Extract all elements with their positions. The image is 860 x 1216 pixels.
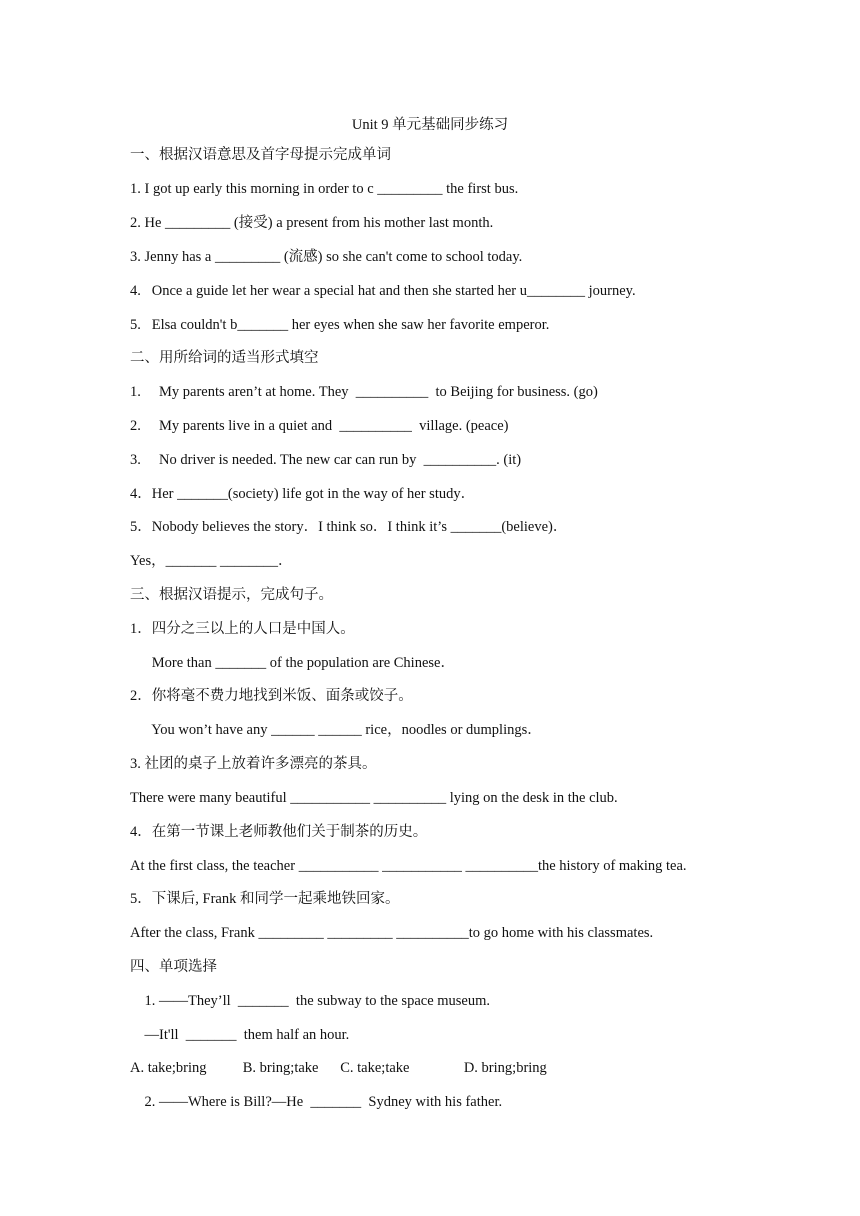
section-heading-4: 四、单项选择 xyxy=(130,959,217,975)
exercise-line: 1. I got up early this morning in order to c _________ the first bus. xyxy=(130,181,519,197)
exercise-line: 3. Jenny has a _________ (流感) so she can't come to school today. xyxy=(130,249,523,265)
page-title: Unit 9 单元基础同步练习 xyxy=(351,117,509,133)
exercise-line: 3. 社团的桌子上放着许多漂亮的茶具。 xyxy=(130,756,377,772)
section-heading-3: 三、根据汉语提示，完成句子。 xyxy=(130,587,333,603)
exercise-line: 5．Nobody believes the story．I think so．I think it’s _______(believe)． xyxy=(130,519,568,535)
exercise-line: 2. He _________ (接受) a present from his mother last month. xyxy=(130,215,494,231)
exercise-line: 3. No driver is needed. The new car can run by __________. (it) xyxy=(130,452,522,468)
exercise-line: More than _______ of the population are Chinese． xyxy=(130,655,455,671)
section-heading-1: 一、根据汉语意思及首字母提示完成单词 xyxy=(130,147,391,163)
exercise-line: 4．Her _______(society) life got in the way of her study． xyxy=(130,486,476,502)
exercise-line: 4. Once a guide let her wear a special hat and then she started her u________ journey. xyxy=(130,283,636,299)
exercise-line: There were many beautiful ___________ __________ lying on the desk in the club. xyxy=(130,790,618,806)
exercise-line: 1. ——They’ll _______ the subway to the space museum. xyxy=(130,993,491,1009)
exercise-line: 5．下课后, Frank 和同学一起乘地铁回家。 xyxy=(130,891,400,907)
section-heading-2: 二、用所给词的适当形式填空 xyxy=(130,350,319,366)
exercise-line: At the first class, the teacher ___________ ___________ __________the history of making tea. xyxy=(130,858,687,874)
exercise-line: 4．在第一节课上老师教他们关于制茶的历史。 xyxy=(130,824,428,840)
exercise-line: 2. My parents live in a quiet and __________ village. (peace) xyxy=(130,418,509,434)
exercise-line: 1. My parents aren’t at home. They __________ to Beijing for business. (go) xyxy=(130,384,598,400)
exercise-line: 5. Elsa couldn't b_______ her eyes when she saw her favorite emperor. xyxy=(130,317,550,333)
exercise-line: 2. ——Where is Bill?—He _______ Sydney with his father. xyxy=(130,1094,503,1110)
answer-options: A. take;bring B. bring;take C. take;take D. bring;bring xyxy=(130,1060,547,1076)
exercise-line: Yes，_______ ________． xyxy=(130,553,293,569)
exercise-line: 2．你将毫不费力地找到米饭、面条或饺子。 xyxy=(130,688,413,704)
exercise-line: You won’t have any ______ ______ rice，noodles or dumplings． xyxy=(130,722,542,738)
exercise-line: —It'll _______ them half an hour. xyxy=(130,1027,350,1043)
exercise-line: 1．四分之三以上的人口是中国人。 xyxy=(130,621,355,637)
exercise-line: After the class, Frank _________ _________ __________to go home with his classmates. xyxy=(130,925,654,941)
